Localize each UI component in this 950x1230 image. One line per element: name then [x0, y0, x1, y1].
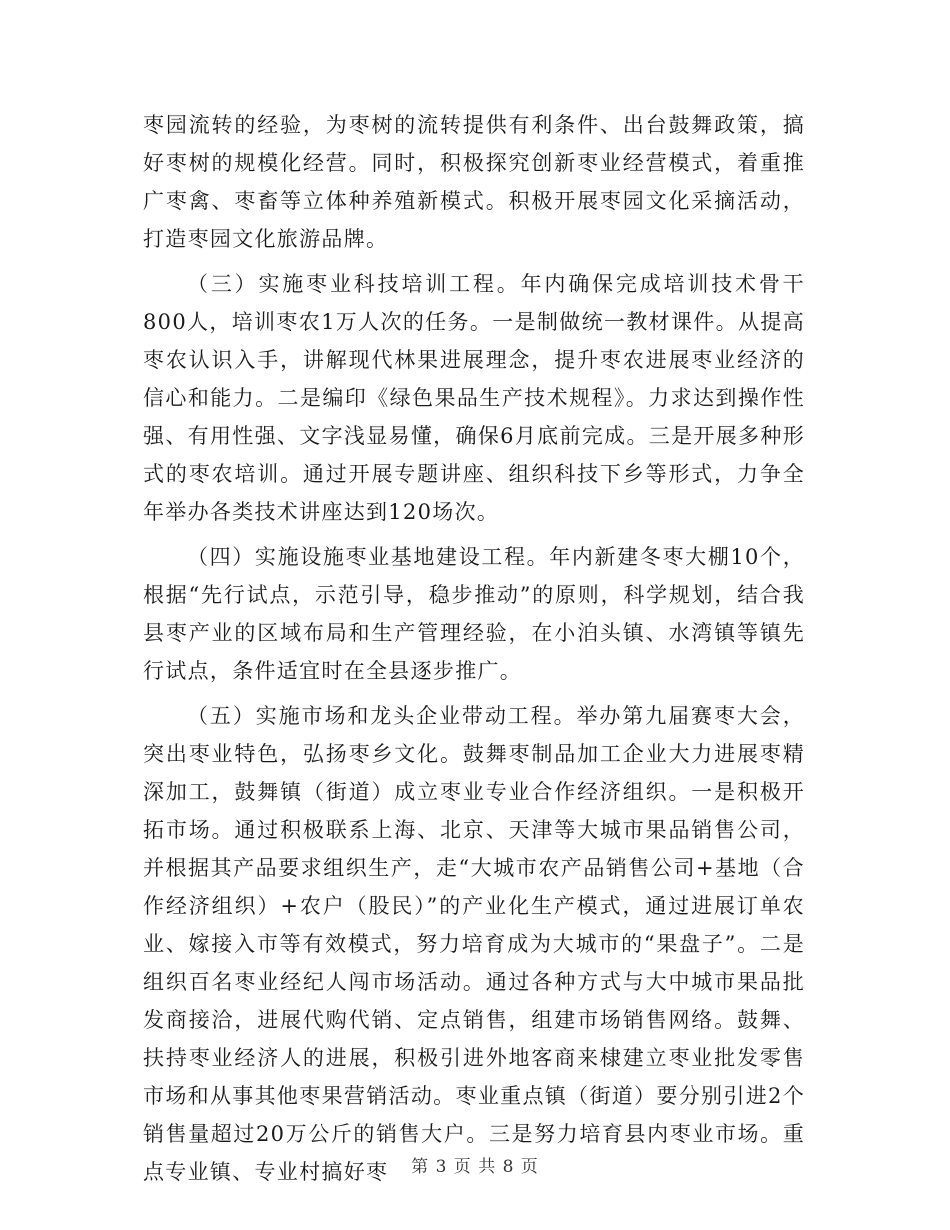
document-body	[143, 106, 805, 1191]
paragraph-section-3: （三）实施枣业科技培训工程。年内确保完成培训技术骨干800人，培训枣农1万人次的任务。一是制做统一教材课件。从提高枣农认识入手，讲解现代林果进展理念，提升枣农进展枣业经济的信心和能力。二是编印《绿色果品生产技术规程》。力求达到操作性强、有用性强、文字浅显易懂，确保6月底前完成。三是开展多种形式的枣农培训。通过开展专题讲座、组织科技下乡等形式，力争全年举办各类技术讲座达到120场次。	[143, 272, 805, 524]
paragraph-continuation: 枣园流转的经验，为枣树的流转提供有利条件、出台鼓舞政策，搞好枣树的规模化经营。同时，积极探究创新枣业经营模式，着重推广枣禽、枣畜等立体种养殖新模式。积极开展枣园文化采摘活动，打造枣园文化旅游品牌。	[143, 113, 805, 251]
page-number-footer: 第 3 页 共 8 页	[411, 1157, 539, 1177]
paragraph-section-4: （四）实施设施枣业基地建设工程。年内新建冬枣大棚10个，根据“先行试点，示范引导，稳步推动”的原则，科学规划，结合我县枣产业的区域布局和生产管理经验，在小泊头镇、水湾镇等镇先行试点，条件适宜时在全县逐步推广。	[143, 545, 805, 683]
paragraph-section-5: （五）实施市场和龙头企业带动工程。举办第九届赛枣大会，突出枣业特色，弘扬枣乡文化。鼓舞枣制品加工企业大力进展枣精深加工，鼓舞镇（街道）成立枣业专业合作经济组织。一是积极开拓市场。通过积极联系上海、北京、天津等大城市果品销售公司，并根据其产品要求组织生产，走“大城市农产品销售公司+基地（合作经济组织）+农户（股民）”的产业化生产模式，通过进展订单农业、嫁接入市等有效模式，努力培育成为大城市的“果盘子”。二是组织百名枣业经纪人闯市场活动。通过各种方式与大中城市果品批发商接洽，进展代购代销、定点销售，组建市场销售网络。鼓舞、扶持枣业经济人的进展，积极引进外地客商来棣建立枣业批发零售市场和从事其他枣果营销活动。枣业重点镇（街道）要分别引进2个销售量超过20万公斤的销售大户。三是努力培育县内枣业市场。重点专业镇、专业村搞好枣	[143, 704, 805, 1184]
